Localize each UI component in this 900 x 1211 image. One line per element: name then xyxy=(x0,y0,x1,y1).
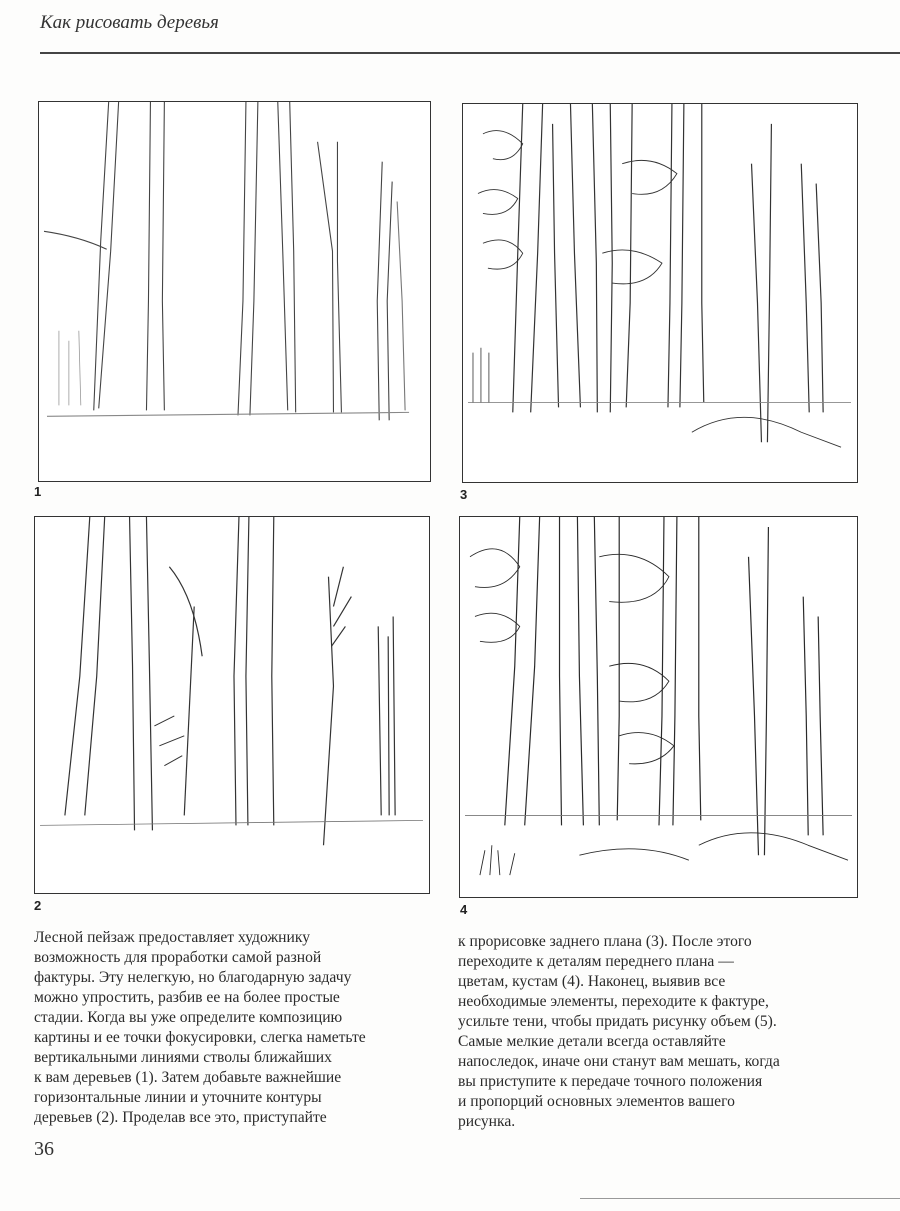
text-line: фактуры. Эту нелегкую, но благодарную задачу xyxy=(34,969,352,986)
sketch-panel-3 xyxy=(462,103,858,483)
sketch-panel-2 xyxy=(34,516,430,894)
body-text-left xyxy=(34,928,366,1128)
sketch-stage-4-illustration xyxy=(460,517,857,897)
footer-rule xyxy=(580,1198,900,1203)
text-line: необходимые элементы, переходите к фактуре, xyxy=(458,993,769,1010)
text-line: к прорисовке заднего плана (3). После этого xyxy=(458,933,752,950)
running-header: Как рисовать деревья xyxy=(40,12,219,33)
sketch-panel-1 xyxy=(38,101,431,482)
text-line: вы приступите к передаче точного положения xyxy=(458,1073,763,1090)
sketch-stage-1-illustration xyxy=(39,102,430,481)
text-line: вертикальными линиями стволы ближайших xyxy=(34,1049,332,1066)
text-line: напоследок, иначе они станут вам мешать, когда xyxy=(458,1053,780,1070)
text-line: возможность для проработки самой разной xyxy=(34,949,322,966)
text-line: цветам, кустам (4). Наконец, выявив все xyxy=(458,973,726,990)
text-line: деревьев (2). Проделав все это, приступайте xyxy=(34,1109,327,1126)
text-line: и пропорций основных элементов вашего xyxy=(458,1093,735,1110)
panel-number-3: 3 xyxy=(460,487,468,502)
text-line: картины и ее точки фокусировки, слегка наметьте xyxy=(34,1029,366,1046)
text-line: рисунка. xyxy=(458,1113,516,1130)
sketch-panel-4 xyxy=(459,516,858,898)
page-number: 36 xyxy=(34,1138,54,1160)
text-line: усильте тени, чтобы придать рисунку объем (5). xyxy=(458,1013,777,1030)
panel-number-2: 2 xyxy=(34,898,42,913)
text-line: стадии. Когда вы уже определите композицию xyxy=(34,1009,343,1026)
sketch-stage-3-illustration xyxy=(463,104,857,482)
text-line: можно упростить, разбив ее на более простые xyxy=(34,989,340,1006)
panel-number-1: 1 xyxy=(34,484,42,499)
panel-number-4: 4 xyxy=(460,902,468,917)
text-line: Самые мелкие детали всегда оставляйте xyxy=(458,1033,726,1050)
text-line: к вам деревьев (1). Затем добавьте важнейшие xyxy=(34,1069,342,1086)
text-line: горизонтальные линии и уточните контуры xyxy=(34,1089,322,1106)
body-text-right xyxy=(458,932,780,1132)
sketch-stage-2-illustration xyxy=(35,517,429,893)
header-rule xyxy=(40,52,900,54)
text-line: переходите к деталям переднего плана — xyxy=(458,953,734,970)
text-line: Лесной пейзаж предоставляет художнику xyxy=(34,929,310,946)
